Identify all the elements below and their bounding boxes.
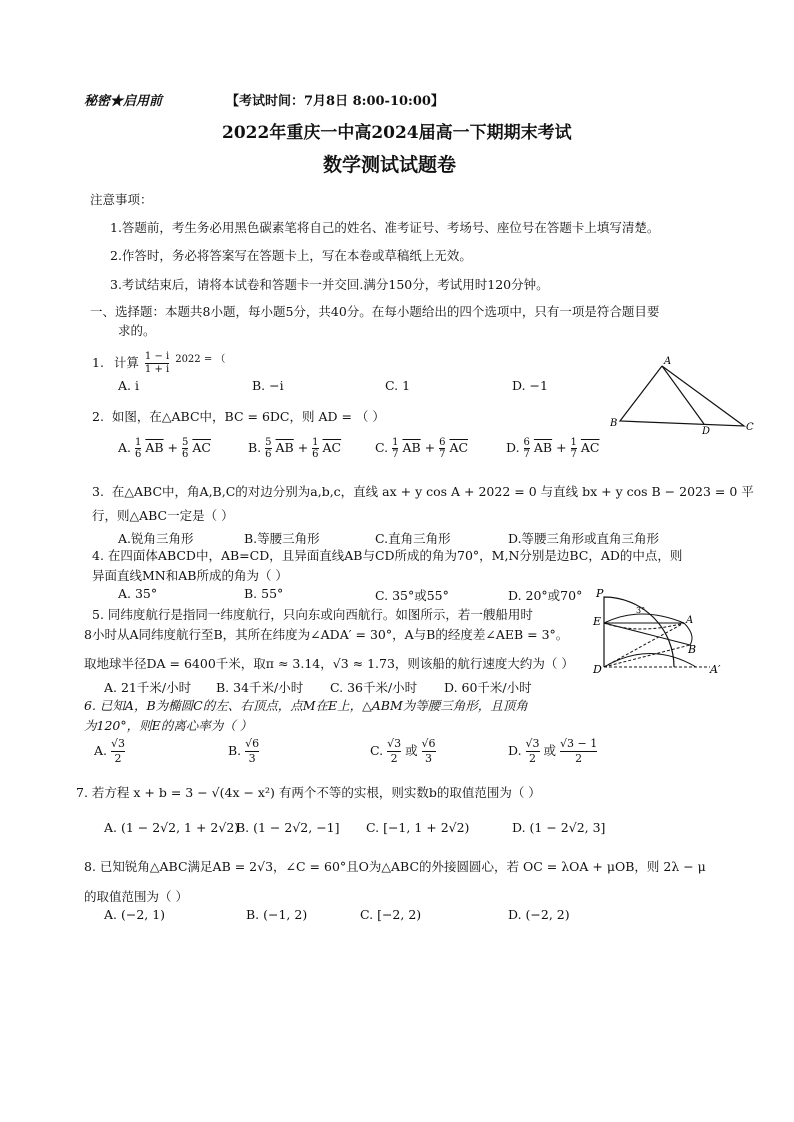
q2-option-c[interactable]: C. $\frac{1}{7}$ $\overline{AB}$ + $\frac{6}{7}$ $\overline{AC}$ [375, 437, 469, 460]
q2-option-a[interactable]: A. $\frac{1}{6}$ $\overline{AB}$ + $\frac{5}{6}$ $\overline{AC}$ [118, 437, 211, 460]
q1-option-d[interactable]: D. −1 [512, 378, 548, 393]
q1-option-c[interactable]: C. 1 [385, 378, 411, 393]
question-4: 4. 在四面体ABCD中，AB=CD，且异面直线AB与CD所成的角为70°，M,N分别是边BC，AD的中点，则 [92, 548, 683, 563]
q3-option-a[interactable]: A.锐角三角形 [118, 531, 194, 546]
question-8: 8. 已知锐角△ABC满足AB = 2√3，∠C = 60°且O为△ABC的外接圆圆心，若 OC = λOA + μOB，则 2λ − μ [84, 859, 706, 874]
globe-figure [590, 585, 730, 685]
page-subtitle: 数学测试试题卷 [323, 154, 457, 176]
q7-option-c[interactable]: C. [−1, 1 + 2√2) [366, 820, 470, 835]
q4-option-c[interactable]: C. 35°或55° [375, 588, 449, 603]
q4-option-a[interactable]: A. 35° [118, 586, 158, 601]
q8-option-a[interactable]: A. (−2, 1) [104, 907, 166, 922]
question-4-cont: 异面直线MN和AB所成的角为（ ） [92, 568, 288, 583]
question-7: 7. 若方程 x + b = 3 − √(4x − x²) 有两个不等的实根，则实数b的取值范围为（ ） [76, 785, 541, 800]
question-2: 2. 如图，在△ABC中，BC = 6DC，则 AD = （ ） [92, 409, 385, 424]
note-item: 2.作答时，务必将答案写在答题卡上，写在本卷或草稿纸上无效。 [110, 248, 472, 263]
q6-option-c[interactable]: C. $\frac{√3}{2}$ 或 $\frac{√6}{3}$ [370, 737, 436, 765]
q6-option-a[interactable]: A. $\frac{√3}{2}$ [94, 737, 126, 765]
triangle-figure [606, 354, 756, 434]
globe-label-a-prime: A′ [710, 663, 721, 676]
section-heading: 一、选择题：本题共8小题，每小题5分，共40分。在每小题给出的四个选项中，只有一项是符合题目要 [90, 304, 660, 319]
page-title: 2022年重庆一中高2024届高一下期期末考试 [222, 123, 572, 143]
q5-option-c[interactable]: C. 36千米/小时 [330, 680, 418, 695]
globe-label-a: A [686, 615, 694, 626]
q5-option-d[interactable]: D. 60千米/小时 [444, 680, 532, 695]
question-3: 3. 在△ABC中，角A,B,C的对边分别为a,b,c，直线 ax + y cos A + 2022 = 0 与直线 bx + y cos B − 2023 = 0 平 [92, 484, 754, 499]
tri-label-b: B [610, 418, 618, 429]
q7-option-b[interactable]: B. (1 − 2√2, −1] [236, 820, 340, 835]
q5-option-a[interactable]: A. 21千米/小时 [104, 680, 192, 695]
q3-option-b[interactable]: B.等腰三角形 [244, 531, 320, 546]
note-item: 1.答题前，考生务必用黑色碳素笔将自己的姓名、准考证号、考场号、座位号在答题卡上填写清楚。 [110, 220, 660, 235]
question-5: 5. 同纬度航行是指同一纬度航行，只向东或向西航行。如图所示，若一艘船用时 [92, 607, 533, 622]
question-5-cont2: 取地球半径DA = 6400千米，取π ≈ 3.14，√3 ≈ 1.73，则该船的航行速度大约为（ ） [84, 656, 574, 671]
q5-option-b[interactable]: B. 34千米/小时 [216, 680, 304, 695]
q4-option-d[interactable]: D. 20°或70° [508, 588, 583, 603]
tri-label-c: C [746, 422, 754, 433]
q3-option-c[interactable]: C.直角三角形 [375, 531, 451, 546]
question-6-cont: 为120°，则E的离心率为（ ） [84, 718, 253, 733]
q8-option-c[interactable]: C. [−2, 2) [360, 907, 422, 922]
confidential-mark: 秘密★启用前 [84, 94, 163, 109]
q8-option-b[interactable]: B. (−1, 2) [246, 907, 308, 922]
section-heading-cont: 求的。 [118, 323, 156, 338]
globe-label-b: B [688, 643, 697, 656]
q1-option-a[interactable]: A. i [118, 378, 139, 393]
q2-option-b[interactable]: B. $\frac{5}{6}$ $\overline{AB}$ + $\frac{1}{6}$ $\overline{AC}$ [248, 437, 342, 460]
q6-option-b[interactable]: B. $\frac{√6}{3}$ [228, 737, 260, 765]
question-3-cont: 行，则△ABC一定是（ ） [92, 508, 234, 523]
globe-label-angle: 3° [636, 606, 646, 615]
question-8-cont: 的取值范围为（ ） [84, 889, 188, 904]
tri-label-d: D [702, 426, 711, 434]
note-item: 3.考试结束后，请将本试卷和答题卡一并交回.满分150分，考试用时120分钟。 [110, 277, 549, 292]
q6-option-d[interactable]: D. $\frac{√3}{2}$ 或 $\frac{√3 - 1}{2}$ [508, 737, 598, 765]
q1-option-b[interactable]: B. −i [252, 378, 284, 393]
q7-option-d[interactable]: D. (1 − 2√2, 3] [512, 820, 606, 835]
globe-label-p: P [596, 587, 604, 600]
question-5-cont: 8小时从A同纬度航行至B，其所在纬度为∠ADA′ = 30°，A与B的经度差∠AEB = 3°。 [84, 627, 569, 642]
question-1: 1. 计算 $\frac{1 - i}{1 + i}$ $^{2022 = (}$ [92, 351, 226, 376]
q2-option-d[interactable]: D. $\frac{6}{7}$ $\overline{AB}$ + $\frac{1}{7}$ $\overline{AC}$ [506, 437, 600, 460]
q7-option-a[interactable]: A. (1 − 2√2, 1 + 2√2) [104, 820, 240, 835]
exam-time: 【考试时间：7月8日 8:00-10:00】 [226, 94, 444, 109]
globe-label-d: D [593, 663, 602, 676]
q8-option-d[interactable]: D. (−2, 2) [508, 907, 570, 922]
notes-heading: 注意事项： [90, 192, 153, 207]
question-6: 6. 已知A，B为椭圆C的左、右顶点，点M在E上，△ABM为等腰三角形，且顶角 [84, 698, 528, 713]
q4-option-b[interactable]: B. 55° [244, 586, 284, 601]
tri-label-a: A [664, 356, 672, 367]
q3-option-d[interactable]: D.等腰三角形或直角三角形 [508, 531, 660, 546]
globe-label-e: E [593, 615, 602, 628]
